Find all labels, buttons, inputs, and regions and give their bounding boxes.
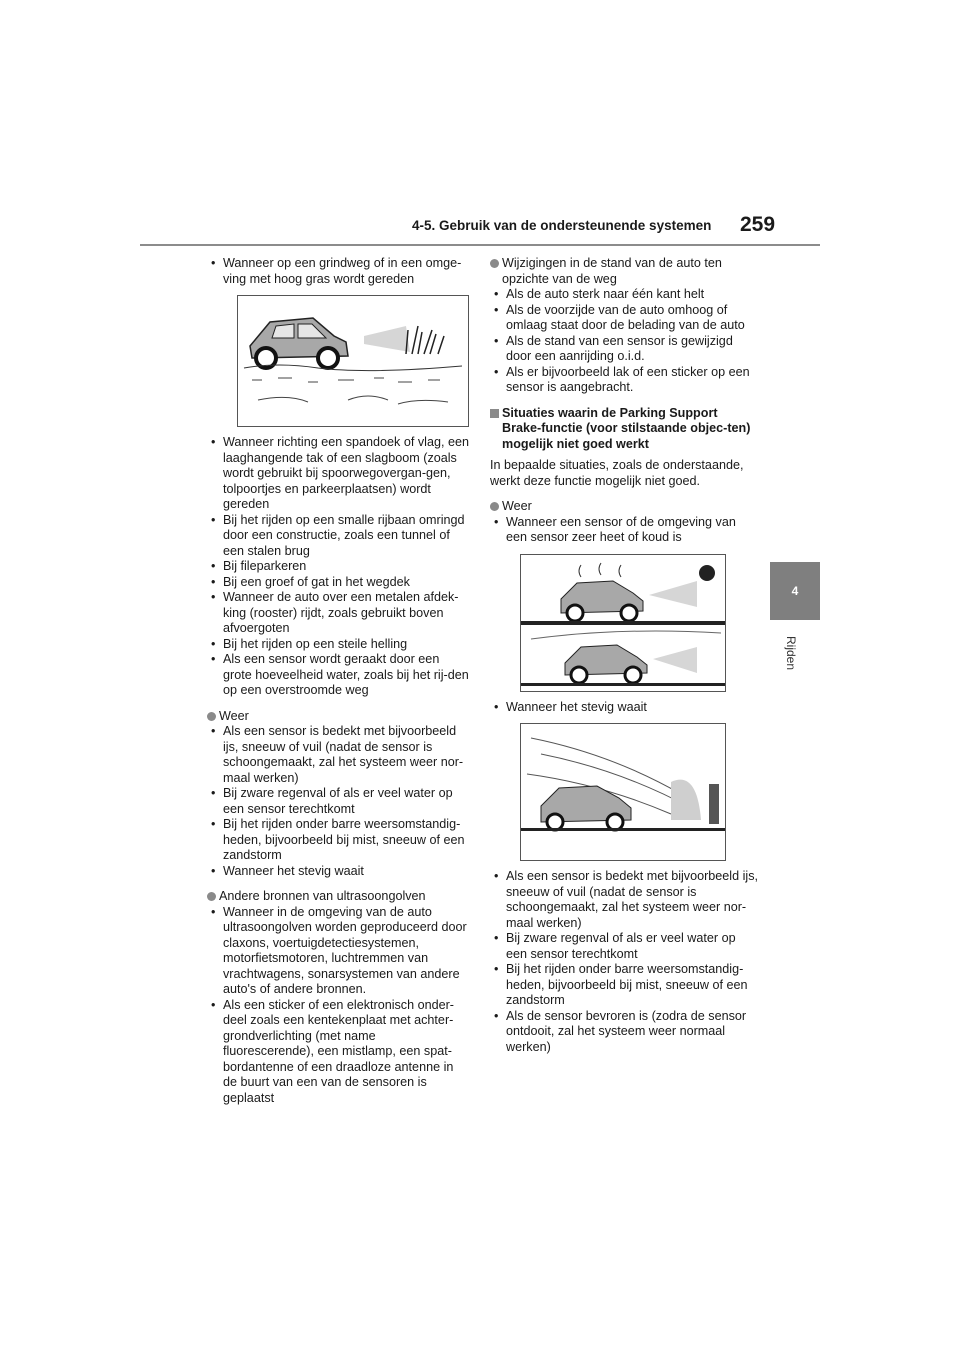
list-item: • Wanneer het stevig waait [490,700,758,716]
section-heading: Situaties waarin de Parking Support Brake-functie (voor stilstaande objec-ten) mogelijk niet goed werkt [490,406,758,453]
subheading-weather: Weer [207,709,469,725]
list-item: • Als de stand van een sensor is gewijzigd door een aanrijding o.i.d. [490,334,758,365]
list-item: • Bij het rijden onder barre weersomstandig-heden, bijvoorbeeld bij mist, sneeuw of een zandstorm [490,962,758,1009]
bullet-list [207,435,469,699]
list-item: • Als een sensor is bedekt met bijvoorbeeld ijs, sneeuw of vuil (nadat de sensor is schoongemaakt, zal het systeem weer nor-maal werken) [490,869,758,931]
list-item: • Wanneer de auto over een metalen afdek-king (rooster) rijdt, zoals gebruikt boven afvoergoten [207,590,469,637]
list-item: • Bij het rijden op een steile helling [207,637,469,653]
illustration-strong-wind [520,723,726,861]
bullet-list [207,724,469,879]
bullet-list [490,700,758,716]
list-item: • Wanneer op een grindweg of in een omge-ving met hoog gras wordt gereden [207,256,469,287]
section-title: 4-5. Gebruik van de ondersteunende systemen [412,218,712,233]
list-item: • Als een sensor is bedekt met bijvoorbeeld ijs, sneeuw of vuil (nadat de sensor is schoongemaakt, zal het systeem weer nor-maal werken) [207,724,469,786]
bullet-list [490,869,758,1055]
list-item: • Bij zware regenval of als er veel water op een sensor terechtkomt [207,786,469,817]
list-item: • Wanneer in de omgeving van de auto ultrasoongolven worden geproduceerd door claxons, voertuigdetectiesystemen, motorfietsmotoren, luchtremmen van vrachtwagens, sonarsystemen van andere auto's of andere bronnen. [207,905,469,998]
subheading-vehicle-position: Wijzigingen in de stand van de auto ten opzichte van de weg [490,256,758,287]
list-item: • Wanneer richting een spandoek of vlag, een laaghangende tak of een slagboom (zoals wordt gebruikt bij spoorwegovergan-gen, tolpoortjes en parkeerplaatsen) wordt gereden [207,435,469,513]
list-item: • Bij het rijden op een smalle rijbaan omringd door een constructie, zoals een tunnel of een stalen brug [207,513,469,560]
chapter-tab [770,562,820,620]
page-number: 259 [740,213,776,236]
bullet-list [207,905,469,1107]
list-item: • Als een sensor wordt geraakt door een grote hoeveelheid water, zoals bij het rij-den op een overstroomde weg [207,652,469,699]
list-item: • Bij zware regenval of als er veel water op een sensor terechtkomt [490,931,758,962]
illustration-hot-cold [520,554,726,692]
list-item: • Bij fileparkeren [207,559,469,575]
chapter-number: 4 [791,584,799,598]
bullet-list [207,256,469,287]
chapter-label: Rijden [784,636,798,671]
subheading-ultrasound: Andere bronnen van ultrasoongolven [207,889,469,905]
list-item: • Als er bijvoorbeeld lak of een sticker op een sensor is aangebracht. [490,365,758,396]
illustration-gravel-grass [237,295,469,427]
list-item: • Bij het rijden onder barre weersomstandig-heden, bijvoorbeeld bij mist, sneeuw of een zandstorm [207,817,469,864]
list-item: • Als een sticker of een elektronisch onder-deel zoals een kentekenplaat met achter-grondverlichting (met name fluorescerende), een mistlamp, een spat-bordantenne of een draadloze antenne in de buurt van een van de sensoren is geplaatst [207,998,469,1107]
section-intro: In bepaalde situaties, zoals de onderstaande, werkt deze functie mogelijk niet goed. [490,458,744,488]
list-item: • Als de auto sterk naar één kant helt [490,287,758,303]
list-item: • Als de voorzijde van de auto omhoog of omlaag staat door de belading van de auto [490,303,758,334]
subheading-weather: Weer [490,499,758,515]
left-column [207,256,469,1106]
list-item: • Als de sensor bevroren is (zodra de sensor ontdooit, zal het systeem weer normaal werken) [490,1009,758,1056]
list-item: • Wanneer het stevig waait [207,864,469,880]
list-item: • Wanneer een sensor of de omgeving van een sensor zeer heet of koud is [490,515,758,546]
list-item: • Bij een groef of gat in het wegdek [207,575,469,591]
header-divider [140,244,820,246]
bullet-list [490,515,758,546]
right-column [490,256,758,1055]
bullet-list [490,287,758,396]
